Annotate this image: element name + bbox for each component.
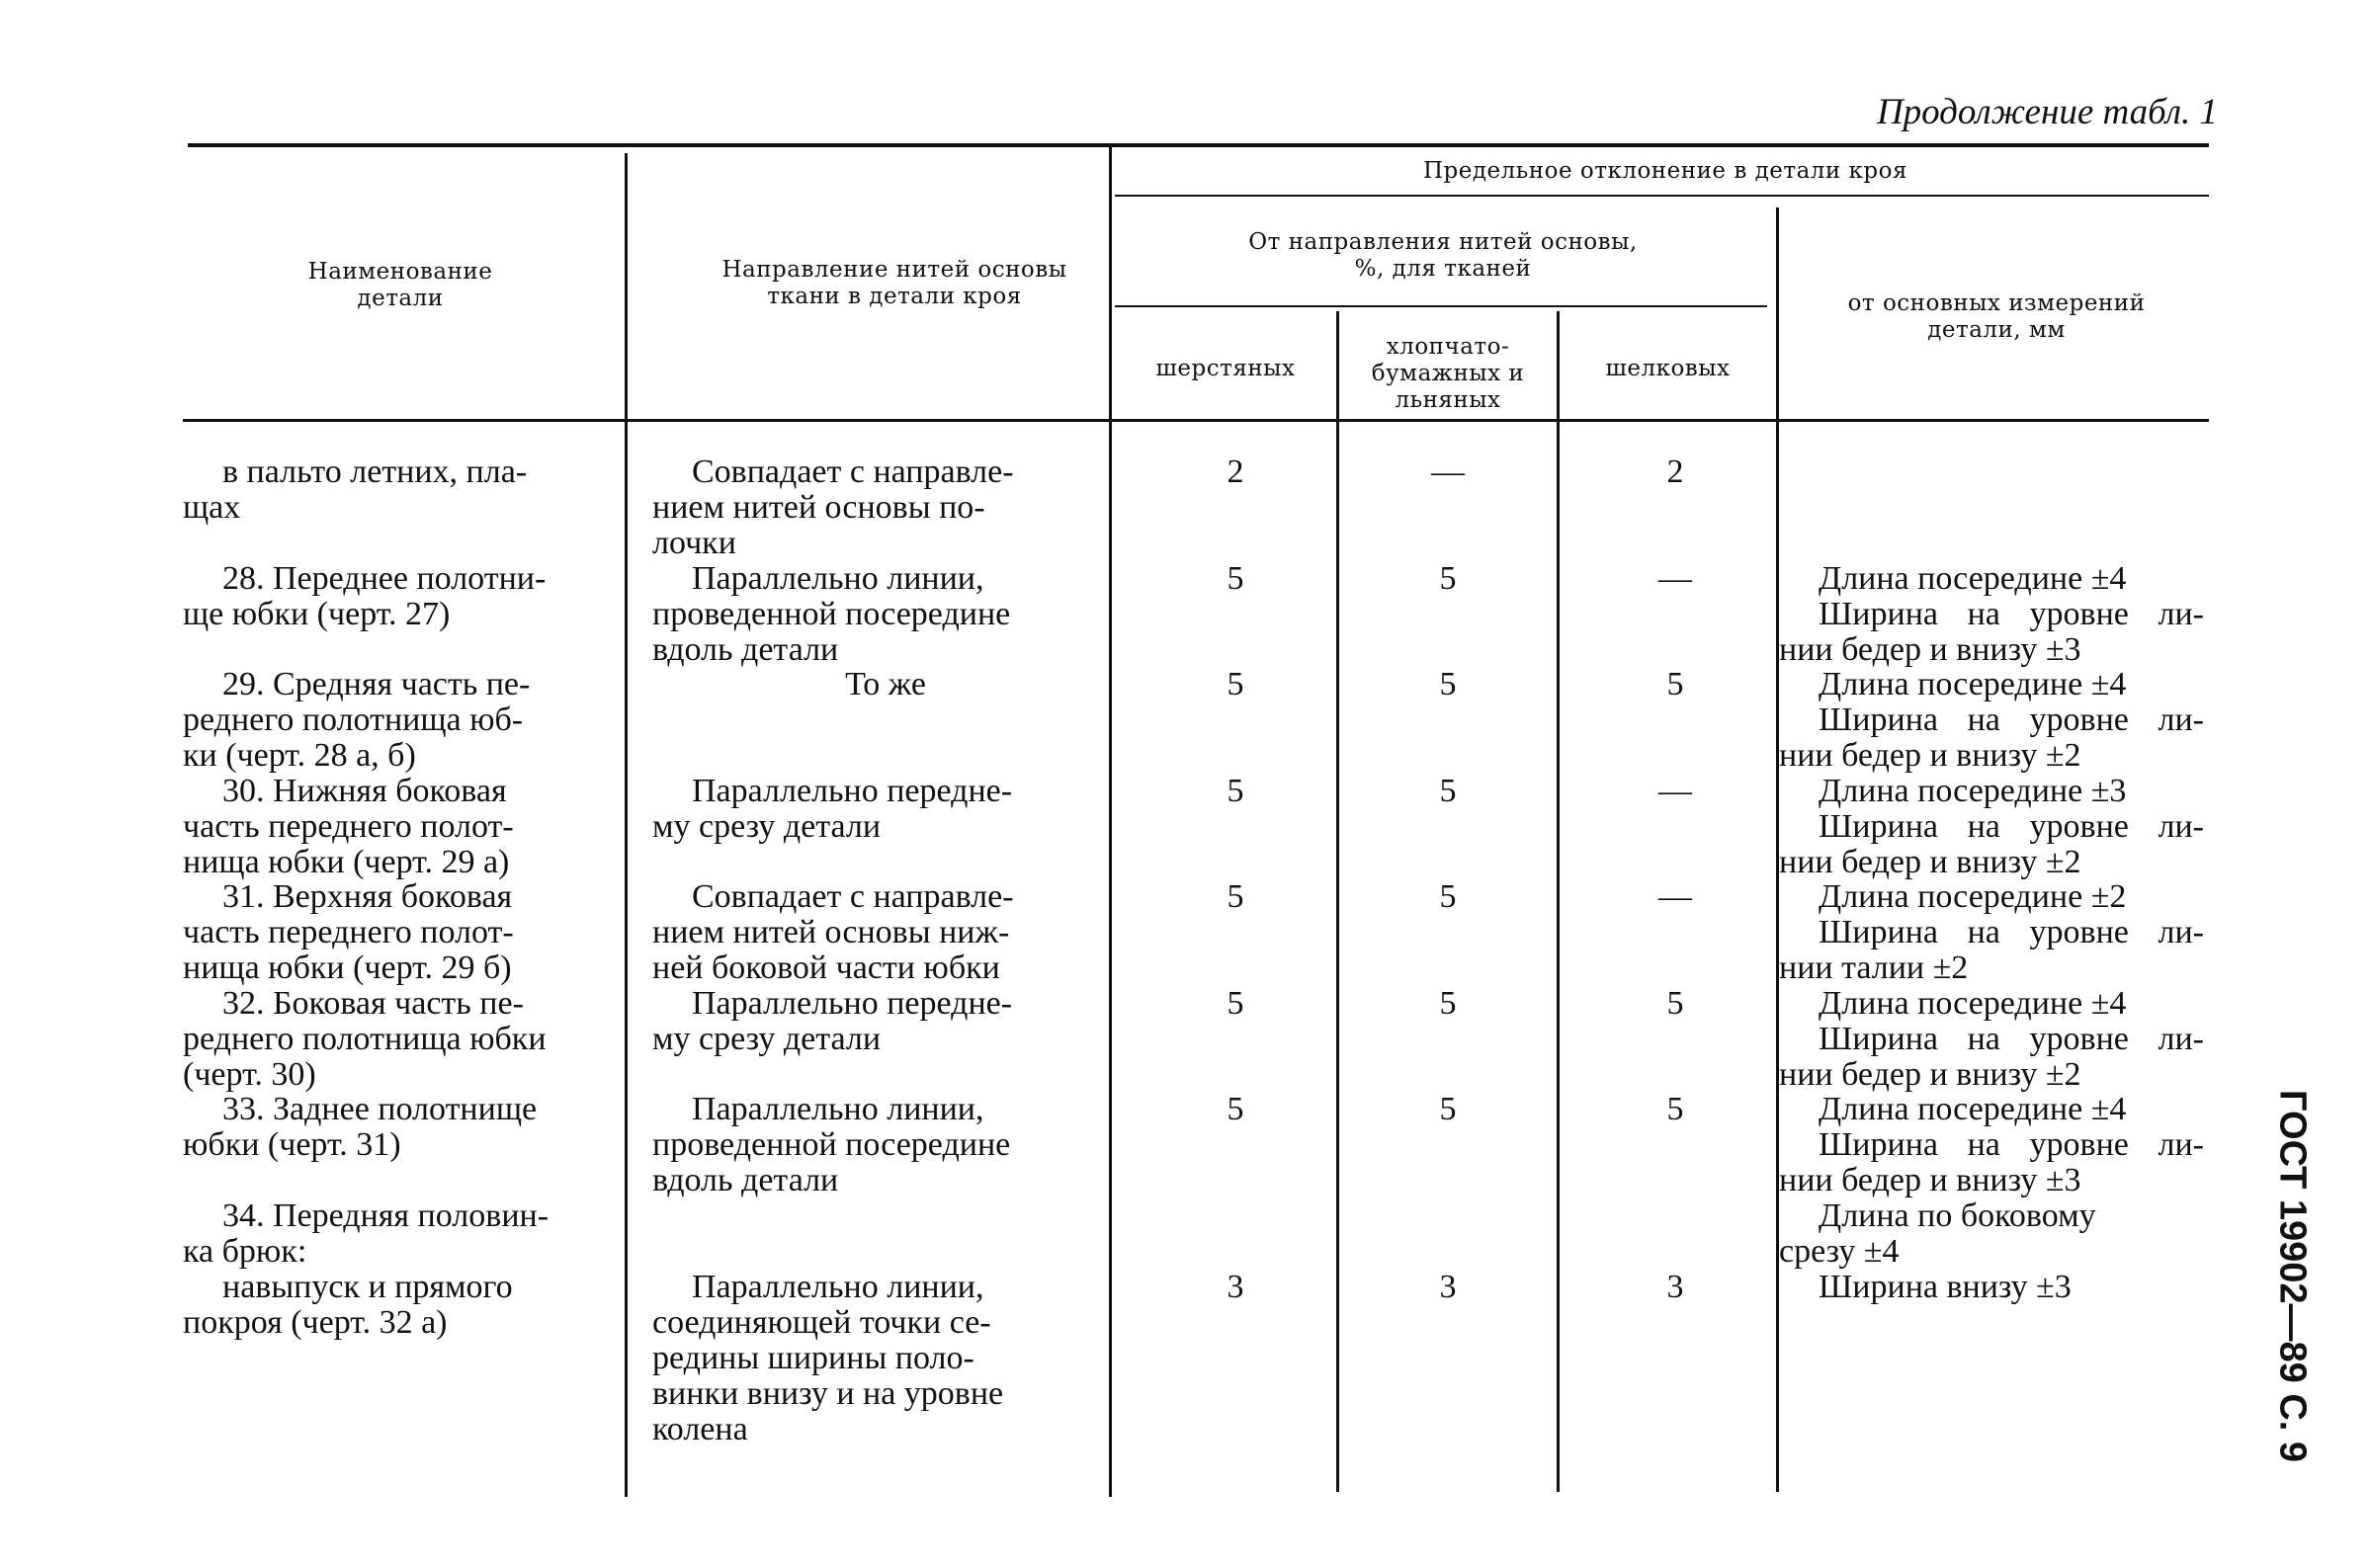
row-name: [183, 1198, 610, 1270]
row-silk-value: —: [1658, 560, 1692, 597]
row-cotton-value: 5: [1439, 773, 1457, 809]
row-name-line: 34. Передняя половин-: [222, 1197, 550, 1234]
row-name-line: 29. Средняя часть пе-: [222, 666, 531, 702]
header-from-threads: От направления нитей основы, %, для тканей: [1248, 229, 1638, 282]
row-measures: [1779, 1092, 2204, 1198]
col-divider-4: [1557, 311, 1560, 1492]
header-from-measures: от основных измерений детали, мм: [1847, 290, 2146, 343]
row-name-line: покроя (черт. 32 а): [183, 1304, 448, 1341]
header-direction: Направление нитей основы ткани в детали кроя: [721, 257, 1067, 309]
row-name-line: щах: [183, 489, 241, 526]
row-silk-value: 5: [1666, 1091, 1684, 1127]
row-wool-value: 5: [1227, 985, 1244, 1022]
row-direction-line: Параллельно передне-: [692, 985, 1013, 1022]
row-measures: [1779, 879, 2204, 986]
row-name: [183, 1092, 610, 1163]
row-cotton-value: 5: [1439, 560, 1457, 597]
row-direction-line: Параллельно линии,: [692, 1269, 984, 1305]
row-silk-value: —: [1658, 878, 1692, 915]
row-direction-line: редины ширины поло-: [652, 1340, 974, 1376]
row-direction-line: соединяющей точки се-: [652, 1304, 991, 1341]
row-silk-value: 5: [1666, 985, 1684, 1022]
row-direction: [652, 1092, 1079, 1198]
row-measures-line: Ширина на уровне ли-: [1819, 701, 2204, 738]
row-measures-line: нии талии ±2: [1779, 949, 1969, 986]
continuation-label: Продолжение табл. 1: [1876, 92, 2218, 132]
row-name-line: часть переднего полот-: [183, 914, 514, 950]
row-silk-value: 5: [1666, 666, 1684, 702]
row-measures-line: Длина посередине ±4: [1819, 1091, 2127, 1127]
row-direction-line: Параллельно линии,: [692, 1091, 984, 1127]
row-name-line: 31. Верхняя боковая: [222, 878, 513, 915]
row-direction-line: нием нитей основы ниж-: [652, 914, 1010, 950]
row-name: [183, 986, 610, 1093]
row-name: [183, 561, 610, 632]
row-measures: [1779, 561, 2204, 668]
row-direction: [652, 986, 1079, 1057]
row-silk-value: —: [1658, 773, 1692, 809]
row-measures-line: нии бедер и внизу ±2: [1779, 844, 2081, 880]
row-measures: [1779, 986, 2204, 1093]
row-cotton-value: —: [1431, 454, 1465, 490]
row-name-line: 33. Заднее полотнище: [222, 1091, 538, 1127]
row-name: [183, 879, 610, 986]
row-direction-line: ней боковой части юбки: [652, 949, 1000, 986]
row-name-line: ка брюк:: [183, 1233, 307, 1270]
row-direction-line: винки внизу и на уровне: [652, 1375, 1004, 1412]
row-direction: [652, 774, 1079, 845]
row-name: [183, 454, 610, 526]
row-name-line: реднего полотнища юбки: [183, 1021, 547, 1057]
row-measures-line: нии бедер и внизу ±3: [1779, 1162, 2081, 1198]
row-direction: [652, 561, 1079, 668]
row-name-line: (черт. 30): [183, 1056, 316, 1093]
row-name-line: юбки (черт. 31): [183, 1126, 401, 1163]
row-direction-line: вдоль детали: [652, 631, 839, 668]
row-measures: [1779, 774, 2204, 880]
row-name: [183, 1270, 610, 1341]
row-measures-line: Ширина на уровне ли-: [1819, 1126, 2204, 1163]
row-direction: [652, 667, 1079, 702]
deviation-rule: [1115, 195, 2209, 197]
row-measures-line: Длина посередине ±4: [1819, 666, 2127, 702]
row-direction-line: проведенной посередине: [652, 1126, 1011, 1163]
row-direction-line: То же: [845, 666, 926, 702]
row-measures: [1779, 667, 2204, 774]
header-cotton: хлопчато-бумажных и льняных: [1371, 334, 1525, 413]
row-wool-value: 5: [1227, 666, 1244, 702]
row-measures-line: Ширина внизу ±3: [1819, 1269, 2072, 1305]
row-direction-line: му срезу детали: [652, 808, 882, 845]
row-name-line: нища юбки (черт. 29 а): [183, 844, 510, 880]
row-measures-line: нии бедер и внизу ±2: [1779, 1056, 2081, 1093]
row-direction-line: Совпадает с направле-: [692, 454, 1014, 490]
row-wool-value: 5: [1227, 773, 1244, 809]
row-name-line: в пальто летних, пла-: [222, 454, 528, 490]
row-measures: [1779, 1198, 2204, 1270]
table-top-rule: [188, 143, 2209, 147]
row-direction-line: колена: [652, 1411, 748, 1447]
row-measures: [1779, 1270, 2204, 1305]
row-cotton-value: 5: [1439, 666, 1457, 702]
header-wool: шерстяных: [1155, 356, 1296, 381]
row-name-line: реднего полотнища юб-: [183, 701, 524, 738]
row-name-line: 28. Переднее полотни-: [222, 560, 547, 597]
row-measures-line: нии бедер и внизу ±2: [1779, 737, 2081, 774]
row-measures-line: Ширина на уровне ли-: [1819, 914, 2204, 950]
row-direction-line: нием нитей основы по-: [652, 489, 985, 526]
row-measures-line: Длина по боковому: [1819, 1197, 2096, 1234]
row-silk-value: 2: [1666, 454, 1684, 490]
row-name-line: нища юбки (черт. 29 б): [183, 949, 512, 986]
row-name-line: 30. Нижняя боковая: [222, 773, 507, 809]
row-direction-line: проведенной посередине: [652, 596, 1011, 632]
row-measures-line: Ширина на уровне ли-: [1819, 596, 2204, 632]
row-measures-line: нии бедер и внизу ±3: [1779, 631, 2081, 668]
row-measures-line: Ширина на уровне ли-: [1819, 808, 2204, 845]
row-measures-line: Длина посередине ±4: [1819, 985, 2127, 1022]
header-name: Наименование детали: [307, 259, 493, 311]
row-direction-line: Параллельно линии,: [692, 560, 984, 597]
row-name: [183, 774, 610, 880]
row-cotton-value: 3: [1439, 1269, 1457, 1305]
row-direction-line: Параллельно передне-: [692, 773, 1013, 809]
row-measures-line: Длина посередине ±4: [1819, 560, 2127, 597]
row-direction-line: лочки: [652, 525, 736, 561]
row-name-line: ще юбки (черт. 27): [183, 596, 451, 632]
row-measures-line: срезу ±4: [1779, 1233, 1900, 1270]
row-direction-line: вдоль детали: [652, 1162, 839, 1198]
row-name-line: 32. Боковая часть пе-: [222, 985, 524, 1022]
row-name-line: ки (черт. 28 а, б): [183, 737, 416, 774]
row-cotton-value: 5: [1439, 878, 1457, 915]
row-measures-line: Ширина на уровне ли-: [1819, 1021, 2204, 1057]
row-direction-line: Совпадает с направле-: [692, 878, 1014, 915]
row-wool-value: 2: [1227, 454, 1244, 490]
row-direction: [652, 879, 1079, 986]
row-name-line: навыпуск и прямого: [222, 1269, 513, 1305]
row-measures-line: Длина посередине ±3: [1819, 773, 2127, 809]
row-measures-line: Длина посередине ±2: [1819, 878, 2127, 915]
side-label: ГОСТ 19902—89 С. 9: [2271, 1089, 2314, 1463]
row-direction: [652, 454, 1079, 561]
header-deviation: Предельное отклонение в детали кроя: [1423, 158, 1907, 184]
header-silk: шелковых: [1605, 356, 1731, 381]
row-name-line: часть переднего полот-: [183, 808, 514, 845]
row-wool-value: 5: [1227, 878, 1244, 915]
row-cotton-value: 5: [1439, 1091, 1457, 1127]
col-divider-1: [625, 153, 628, 1497]
row-direction-line: му срезу детали: [652, 1021, 882, 1057]
header-bottom-rule: [183, 419, 2209, 422]
row-wool-value: 3: [1227, 1269, 1244, 1305]
row-wool-value: 5: [1227, 1091, 1244, 1127]
row-name: [183, 667, 610, 774]
row-cotton-value: 5: [1439, 985, 1457, 1022]
col-divider-2: [1109, 143, 1112, 1497]
row-wool-value: 5: [1227, 560, 1244, 597]
row-silk-value: 3: [1666, 1269, 1684, 1305]
threads-rule: [1115, 305, 1767, 307]
row-direction: [652, 1270, 1079, 1447]
